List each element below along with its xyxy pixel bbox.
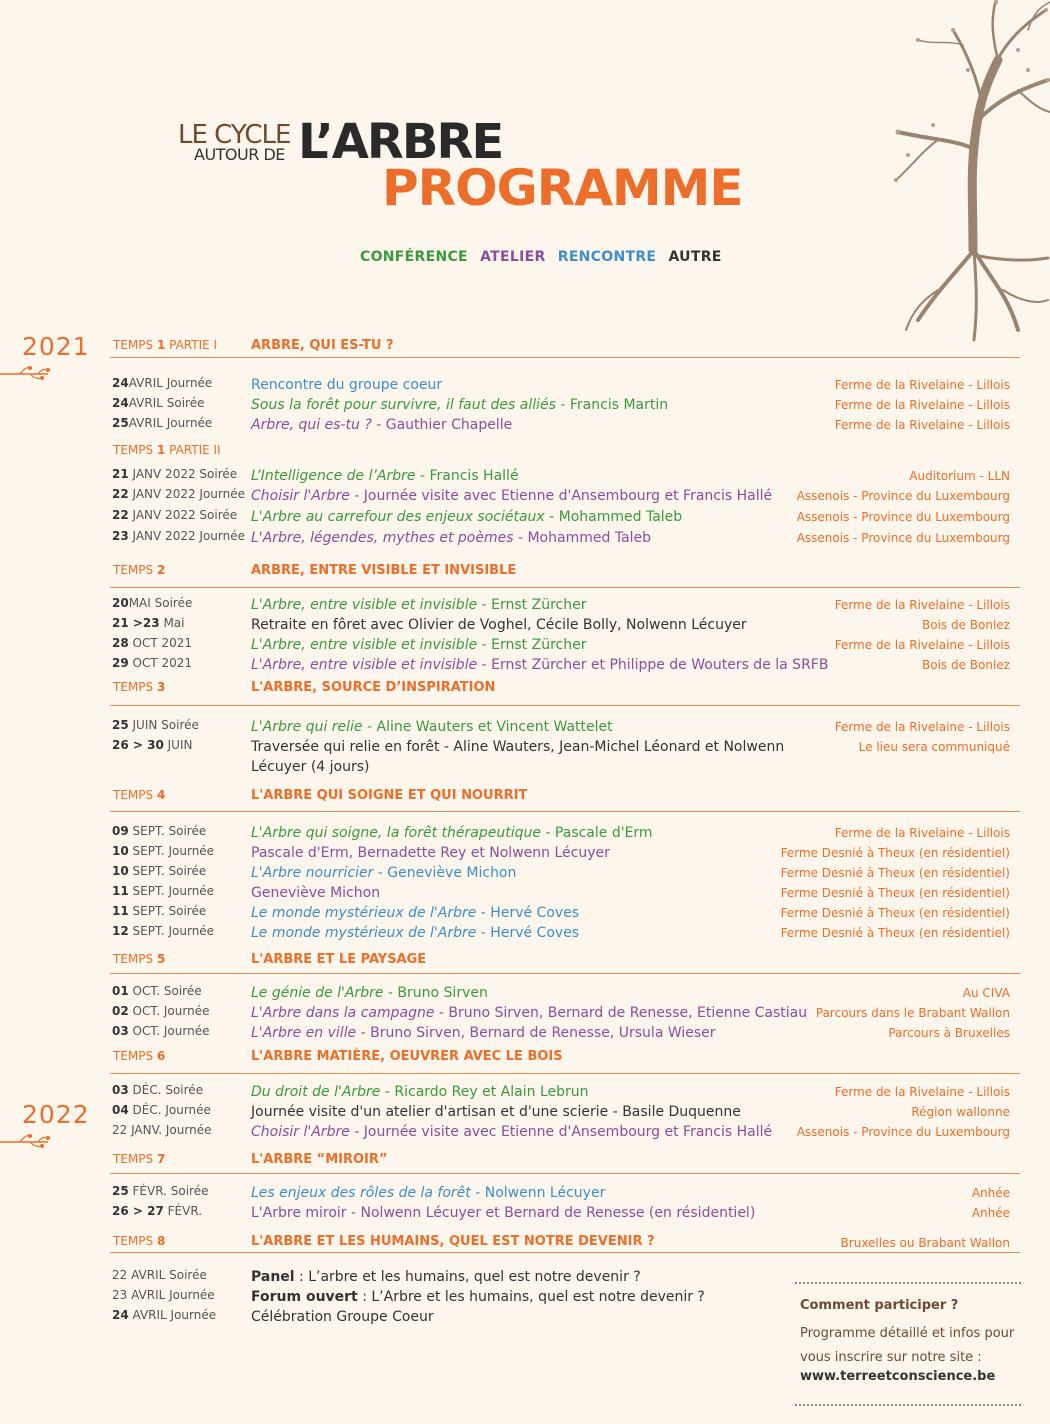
event-row	[0, 467, 1050, 487]
event-day: 01	[112, 984, 129, 998]
event-title-italic: Choisir l'Arbre	[251, 488, 350, 504]
event-title-rest: - Bruno Sirven	[383, 985, 488, 1001]
footer-text: Programme détaillé et infos pour vous inscrire sur notre site :	[800, 1326, 1015, 1365]
event-day: 21	[112, 467, 129, 481]
event-date	[112, 738, 192, 752]
event-day: 10	[112, 844, 129, 858]
event-date	[112, 1103, 211, 1117]
event-date	[112, 416, 212, 430]
section-prefix: TEMPS	[113, 338, 157, 352]
event-date	[112, 376, 212, 390]
section-suffix: PARTIE II	[165, 443, 221, 457]
event-title-italic: L'Arbre, légendes, mythes et poèmes	[251, 530, 518, 546]
event-day: 02	[112, 1004, 129, 1018]
event-date	[112, 396, 204, 410]
event-title	[251, 1307, 836, 1327]
event-title-italic: L'Arbre, entre visible et invisible	[251, 637, 478, 653]
event-row	[0, 1123, 1050, 1143]
event-title-italic: Arbre, qui es-tu ?	[251, 417, 372, 433]
event-title-rest: - Ernst Zürcher	[477, 597, 587, 613]
event-day: 23	[112, 529, 129, 543]
event-title	[251, 466, 836, 486]
event-title-italic: Le génie de l'Arbre	[251, 985, 384, 1001]
event-row	[0, 1004, 1050, 1024]
event-date	[112, 467, 237, 481]
event-title	[251, 655, 836, 675]
section-suffix: PARTIE I	[165, 338, 218, 352]
event-day: 10	[112, 864, 129, 878]
event-title	[251, 375, 836, 395]
event-title	[251, 863, 836, 883]
legend-atelier: ATELIER	[480, 249, 546, 265]
event-place: Assenois - Province du Luxembourg	[796, 531, 1010, 545]
event-date-text: OCT. Soirée	[128, 984, 202, 998]
event-date-text: SEPT. Journée	[128, 844, 215, 858]
event-date-text: JANV 2022 Soirée	[128, 467, 238, 481]
event-title-rest: : L’Arbre et les humains, quel est notre devenir ?	[357, 1289, 705, 1305]
legend-rencontre: RENCONTRE	[557, 249, 657, 265]
event-title	[251, 1203, 836, 1223]
event-row	[0, 924, 1050, 944]
event-place: Assenois - Province du Luxembourg	[796, 489, 1010, 503]
event-title-rest: : L’arbre et les humains, quel est notre devenir ?	[294, 1269, 641, 1285]
event-row	[0, 416, 1050, 436]
event-title-bold: Panel	[251, 1269, 295, 1285]
event-date-text: JANV 2022 Soirée	[128, 508, 238, 522]
header-autour-de: AUTOUR DE	[194, 145, 285, 164]
event-date-text: OCT 2021	[128, 656, 193, 670]
event-title-italic: Sous la forêt pour survivre, il faut des alliés	[251, 397, 556, 413]
event-day: 24	[112, 396, 129, 410]
header-le-cycle: LE CYCLE	[178, 120, 291, 150]
section-prefix: TEMPS	[113, 1049, 157, 1063]
section-number: 2	[156, 563, 166, 577]
section-label	[113, 789, 165, 801]
event-date	[112, 1204, 202, 1218]
event-title-rest: Journée visite d'un atelier d'artisan et d'une scierie - Basile Duquenne	[251, 1104, 741, 1120]
event-date-text: MAI Soirée	[128, 596, 193, 610]
event-date-text: SEPT. Soirée	[128, 904, 207, 918]
event-title-rest: - Francis Hallé	[415, 468, 519, 484]
event-place: Au CIVA	[962, 986, 1010, 1000]
event-date-text: JUIN Soirée	[128, 718, 199, 732]
footer-divider	[795, 1404, 1021, 1406]
event-title	[251, 983, 836, 1003]
event-title-rest: - Francis Martin	[555, 397, 669, 413]
event-title	[251, 1267, 836, 1287]
section-title: L'ARBRE MATIÈRE, OEUVRER AVEC LE BOIS	[251, 1049, 563, 1064]
event-date-text: AVRIL Journée	[128, 376, 213, 390]
header-arbre: L’ARBRE	[298, 114, 503, 170]
event-title-rest: - Geneviève Michon	[373, 865, 517, 881]
event-row	[0, 616, 1050, 636]
section-divider	[110, 357, 1020, 358]
section-divider	[110, 1173, 1020, 1174]
event-date	[112, 616, 185, 630]
event-place: Ferme de la Rivelaine - Lillois	[834, 418, 1010, 432]
section-label	[113, 564, 165, 576]
event-title-italic: L’Intelligence de l’Arbre	[251, 468, 416, 484]
section-title: L'ARBRE QUI SOIGNE ET QUI NOURRIT	[251, 788, 528, 803]
event-day: 11	[112, 884, 129, 898]
event-date	[112, 718, 199, 732]
event-title-rest: - Bruno Sirven, Bernard de Renesse, Etienne Castiau	[434, 1005, 808, 1021]
event-date	[112, 529, 245, 543]
event-place: Ferme de la Rivelaine - Lillois	[834, 398, 1010, 412]
section-prefix: TEMPS	[113, 1152, 157, 1166]
event-place: Ferme Desnié à Theux (en résidentiel)	[780, 886, 1010, 900]
section-divider	[110, 973, 1020, 974]
event-date	[112, 1123, 211, 1137]
event-title-rest: - Ernst Zürcher et Philippe de Wouters de la SRFB	[477, 657, 829, 673]
event-place: Ferme de la Rivelaine - Lillois	[834, 638, 1010, 652]
event-place: Ferme Desnié à Theux (en résidentiel)	[780, 866, 1010, 880]
event-row	[0, 1103, 1050, 1123]
section-place: Bruxelles ou Brabant Wallon	[840, 1236, 1010, 1250]
event-title-rest: - Journée visite avec Etienne d'Ansembourg et Francis Hallé	[349, 1124, 773, 1140]
section-label	[113, 1050, 165, 1062]
event-title-rest: - Aline Wauters et Vincent Wattelet	[362, 719, 613, 735]
event-date	[112, 824, 206, 838]
event-title-rest: Retraite en fôret avec Olivier de Voghel, Cécile Bolly, Nolwenn Lécuyer	[251, 617, 747, 633]
event-title	[251, 923, 836, 943]
legend-conference: CONFÉRENCE	[360, 249, 468, 265]
section-title: ARBRE, ENTRE VISIBLE ET INVISIBLE	[251, 563, 517, 578]
event-title-rest: - Hervé Coves	[476, 905, 580, 921]
event-title-rest: - Ernst Zürcher	[477, 637, 587, 653]
event-date	[112, 508, 237, 522]
event-day: 25	[112, 1184, 129, 1198]
event-place: Auditorium - LLN	[909, 469, 1010, 483]
event-title	[251, 415, 836, 435]
event-day: 26 > 27	[112, 1204, 164, 1218]
event-row	[0, 718, 1050, 738]
section-divider	[110, 811, 1020, 812]
event-date-text: FÉVR. Soirée	[128, 1184, 209, 1198]
event-row	[0, 824, 1050, 844]
event-title	[251, 1003, 836, 1023]
section-number: 6	[156, 1049, 166, 1063]
event-title-rest: Rencontre du groupe coeur	[251, 377, 443, 393]
section-label	[113, 1235, 165, 1247]
event-title	[251, 1287, 836, 1307]
event-title-italic: L'Arbre en ville	[251, 1025, 357, 1041]
event-date-text: SEPT. Soirée	[128, 864, 207, 878]
event-row	[0, 904, 1050, 924]
event-day: 21 >23	[112, 616, 160, 630]
event-row	[0, 1204, 1050, 1224]
event-day: 24	[112, 1308, 129, 1322]
event-date	[112, 1308, 216, 1322]
section-number: 4	[156, 788, 166, 802]
event-date	[112, 924, 214, 938]
event-date	[112, 1004, 209, 1018]
event-title	[251, 1122, 836, 1142]
tree-illustration	[878, 0, 1050, 345]
event-title-italic: L'Arbre, entre visible et invisible	[251, 597, 478, 613]
event-place: Anhée	[971, 1186, 1010, 1200]
event-row	[0, 1184, 1050, 1204]
event-title-rest: - Nolwenn Lécuyer	[470, 1185, 606, 1201]
event-title-rest: - Hervé Coves	[476, 925, 580, 941]
event-title-italic: L'Arbre dans la campagne	[251, 1005, 435, 1021]
event-title-italic: L'Arbre, entre visible et invisible	[251, 657, 478, 673]
event-row	[0, 636, 1050, 656]
event-day: 03	[112, 1083, 129, 1097]
event-day: 12	[112, 924, 129, 938]
event-date	[112, 1024, 209, 1038]
event-title-italic: Le monde mystérieux de l'Arbre	[251, 925, 477, 941]
event-title-rest: - Mohammed Taleb	[517, 530, 651, 546]
event-title-rest: - Bruno Sirven, Bernard de Renesse, Ursula Wieser	[356, 1025, 716, 1041]
event-title	[251, 1082, 836, 1102]
event-place: Ferme de la Rivelaine - Lillois	[834, 720, 1010, 734]
event-day: 29	[112, 656, 129, 670]
event-day: 22	[112, 487, 129, 501]
event-date-text: 23 AVRIL Journée	[112, 1288, 215, 1302]
event-place: Ferme Desnié à Theux (en résidentiel)	[780, 926, 1010, 940]
event-date	[112, 864, 206, 878]
event-title-italic: L'Arbre au carrefour des enjeux sociétaux	[251, 509, 545, 525]
event-title	[251, 615, 836, 635]
event-day: 04	[112, 1103, 129, 1117]
event-day: 24	[112, 376, 129, 390]
event-row	[0, 487, 1050, 507]
event-place: Bois de Bonlez	[922, 618, 1010, 632]
event-title	[251, 823, 836, 843]
event-day: 28	[112, 636, 129, 650]
year-2021: 2021	[22, 332, 90, 361]
event-title-italic: Le monde mystérieux de l'Arbre	[251, 905, 477, 921]
event-row	[0, 1083, 1050, 1103]
event-title-rest: Célébration Groupe Coeur	[251, 1309, 434, 1325]
event-date	[112, 636, 192, 650]
event-date	[112, 1268, 207, 1282]
event-date	[112, 844, 214, 858]
event-day: 26 > 30	[112, 738, 164, 752]
event-place: Région wallonne	[911, 1105, 1010, 1119]
event-title	[251, 1102, 836, 1122]
year-2022: 2022	[22, 1100, 90, 1129]
event-title-bold: Forum ouvert	[251, 1289, 358, 1305]
section-number: 1	[156, 443, 166, 457]
section-label	[113, 1153, 165, 1165]
section-label	[113, 953, 165, 965]
event-title	[251, 486, 836, 506]
event-title-italic: L'Arbre qui soigne, la forêt thérapeutique	[251, 825, 541, 841]
event-title	[251, 717, 836, 737]
event-place: Ferme de la Rivelaine - Lillois	[834, 378, 1010, 392]
event-date-text: Mai	[159, 616, 185, 630]
event-title-italic: Du droit de l'Arbre	[251, 1084, 381, 1100]
section-divider	[110, 705, 1020, 706]
event-day: 25	[112, 718, 129, 732]
section-number: 7	[156, 1152, 166, 1166]
event-row	[0, 508, 1050, 528]
event-title-italic: L'Arbre qui relie	[251, 719, 363, 735]
event-row	[0, 376, 1050, 396]
event-title-italic: Choisir l'Arbre	[251, 1124, 350, 1140]
section-divider	[110, 1073, 1020, 1074]
event-date-text: JANV 2022 Journée	[128, 529, 245, 543]
event-title	[251, 635, 836, 655]
event-place: Assenois - Province du Luxembourg	[796, 1125, 1010, 1139]
event-date-text: SEPT. Journée	[128, 924, 215, 938]
section-prefix: TEMPS	[113, 1234, 157, 1248]
event-title	[251, 395, 836, 415]
event-title-rest: - Gauthier Chapelle	[371, 417, 513, 433]
event-row	[0, 864, 1050, 884]
section-divider	[110, 1252, 1020, 1253]
event-day: 22	[112, 508, 129, 522]
section-title: L'ARBRE ET LE PAYSAGE	[251, 952, 427, 967]
event-title-rest: Geneviève Michon	[251, 885, 381, 901]
event-date-text: AVRIL Soirée	[128, 396, 205, 410]
event-title	[251, 528, 836, 548]
event-date	[112, 656, 192, 670]
event-row	[0, 884, 1050, 904]
event-title	[251, 1023, 836, 1043]
event-date-text: SEPT. Journée	[128, 884, 215, 898]
event-row	[0, 844, 1050, 864]
section-prefix: TEMPS	[113, 680, 157, 694]
event-title	[251, 903, 836, 923]
event-title	[251, 595, 836, 615]
section-prefix: TEMPS	[113, 952, 157, 966]
event-date	[112, 904, 206, 918]
event-title-rest: Traversée qui relie en forêt - Aline Wauters, Jean-Michel Léonard et Nolwenn Lécuyer (4 jours)	[251, 739, 785, 775]
section-title: L'ARBRE “MIROIR”	[251, 1152, 388, 1167]
event-place: Anhée	[971, 1206, 1010, 1220]
event-day: 20	[112, 596, 129, 610]
event-place: Parcours dans le Brabant Wallon	[815, 1006, 1010, 1020]
section-number: 1	[156, 338, 166, 352]
event-place: Ferme Desnié à Theux (en résidentiel)	[780, 906, 1010, 920]
section-title: ARBRE, QUI ES-TU ?	[251, 338, 394, 353]
event-date-text: JANV 2022 Journée	[128, 487, 245, 501]
event-title	[251, 737, 836, 777]
event-row	[0, 1024, 1050, 1044]
event-place: Assenois - Province du Luxembourg	[796, 510, 1010, 524]
event-title-rest: - Pascale d'Erm	[540, 825, 653, 841]
event-date-text: OCT 2021	[128, 636, 193, 650]
section-label	[113, 444, 221, 456]
event-date-text: DÉC. Soirée	[128, 1083, 204, 1097]
legend	[360, 249, 729, 265]
event-row	[0, 396, 1050, 416]
event-title-rest: - Mohammed Taleb	[544, 509, 683, 525]
event-date	[112, 1083, 203, 1097]
event-place: Bois de Bonlez	[922, 658, 1010, 672]
event-row	[0, 656, 1050, 676]
event-title	[251, 883, 836, 903]
event-date	[112, 596, 192, 610]
event-place: Ferme de la Rivelaine - Lillois	[834, 1085, 1010, 1099]
section-prefix: TEMPS	[113, 563, 157, 577]
event-title	[251, 843, 836, 863]
event-date-text: OCT. Journée	[128, 1024, 210, 1038]
event-row	[0, 1268, 1050, 1288]
section-divider	[110, 587, 1020, 588]
section-number: 3	[156, 680, 166, 694]
section-title: L'ARBRE ET LES HUMAINS, QUEL EST NOTRE DEVENIR ?	[251, 1234, 655, 1249]
header-programme: PROGRAMME	[382, 159, 743, 217]
event-title	[251, 507, 836, 527]
footer-url[interactable]: www.terreetconscience.be	[800, 1369, 996, 1384]
section-title: L'ARBRE, SOURCE D’INSPIRATION	[251, 680, 496, 695]
section-prefix: TEMPS	[113, 443, 157, 457]
section-number: 8	[156, 1234, 166, 1248]
event-day: 09	[112, 824, 129, 838]
section-number: 5	[156, 952, 166, 966]
section-label	[113, 681, 165, 693]
event-title-rest: - Ricardo Rey et Alain Lebrun	[380, 1084, 589, 1100]
event-day: 11	[112, 904, 129, 918]
event-date-text: FÉVR.	[163, 1204, 203, 1218]
event-title-rest: - Journée visite avec Etienne d'Ansembourg et Francis Hallé	[349, 488, 773, 504]
event-place: Ferme de la Rivelaine - Lillois	[834, 826, 1010, 840]
legend-autre: AUTRE	[668, 249, 722, 265]
event-date	[112, 884, 214, 898]
event-date	[112, 984, 202, 998]
event-day: 25	[112, 416, 129, 430]
event-row	[0, 529, 1050, 549]
event-date-text: JUIN	[163, 738, 193, 752]
section-prefix: TEMPS	[113, 788, 157, 802]
event-date-text: DÉC. Journée	[128, 1103, 211, 1117]
footer-heading: Comment participer ?	[800, 1298, 959, 1313]
section-label	[113, 339, 217, 351]
event-date-text: SEPT. Soirée	[128, 824, 207, 838]
event-place: Ferme Desnié à Theux (en résidentiel)	[780, 846, 1010, 860]
event-date	[112, 1288, 215, 1302]
event-place: Le lieu sera communiqué	[858, 740, 1010, 754]
event-date-text: 22 AVRIL Soirée	[112, 1268, 207, 1282]
event-row	[0, 596, 1050, 616]
event-date-text: AVRIL Journée	[128, 416, 213, 430]
event-date	[112, 487, 245, 501]
event-title-italic: L'Arbre nourricier	[251, 865, 374, 881]
event-day: 03	[112, 1024, 129, 1038]
event-place: Parcours à Bruxelles	[888, 1026, 1010, 1040]
event-title-rest: L'Arbre miroir - Nolwenn Lécuyer et Bernard de Renesse (en résidentiel)	[251, 1205, 756, 1221]
event-title-italic: Les enjeux des rôles de la forêt	[251, 1185, 471, 1201]
event-title-rest: Pascale d'Erm, Bernadette Rey et Nolwenn Lécuyer	[251, 845, 610, 861]
event-title	[251, 1183, 836, 1203]
event-date-text: 22 JANV. Journée	[112, 1123, 212, 1137]
event-row	[0, 984, 1050, 1004]
event-date-text: OCT. Journée	[128, 1004, 210, 1018]
event-date	[112, 1184, 208, 1198]
event-place: Ferme de la Rivelaine - Lillois	[834, 598, 1010, 612]
footer-divider	[795, 1282, 1021, 1284]
event-row	[0, 738, 1050, 775]
event-date-text: AVRIL Journée	[128, 1308, 217, 1322]
